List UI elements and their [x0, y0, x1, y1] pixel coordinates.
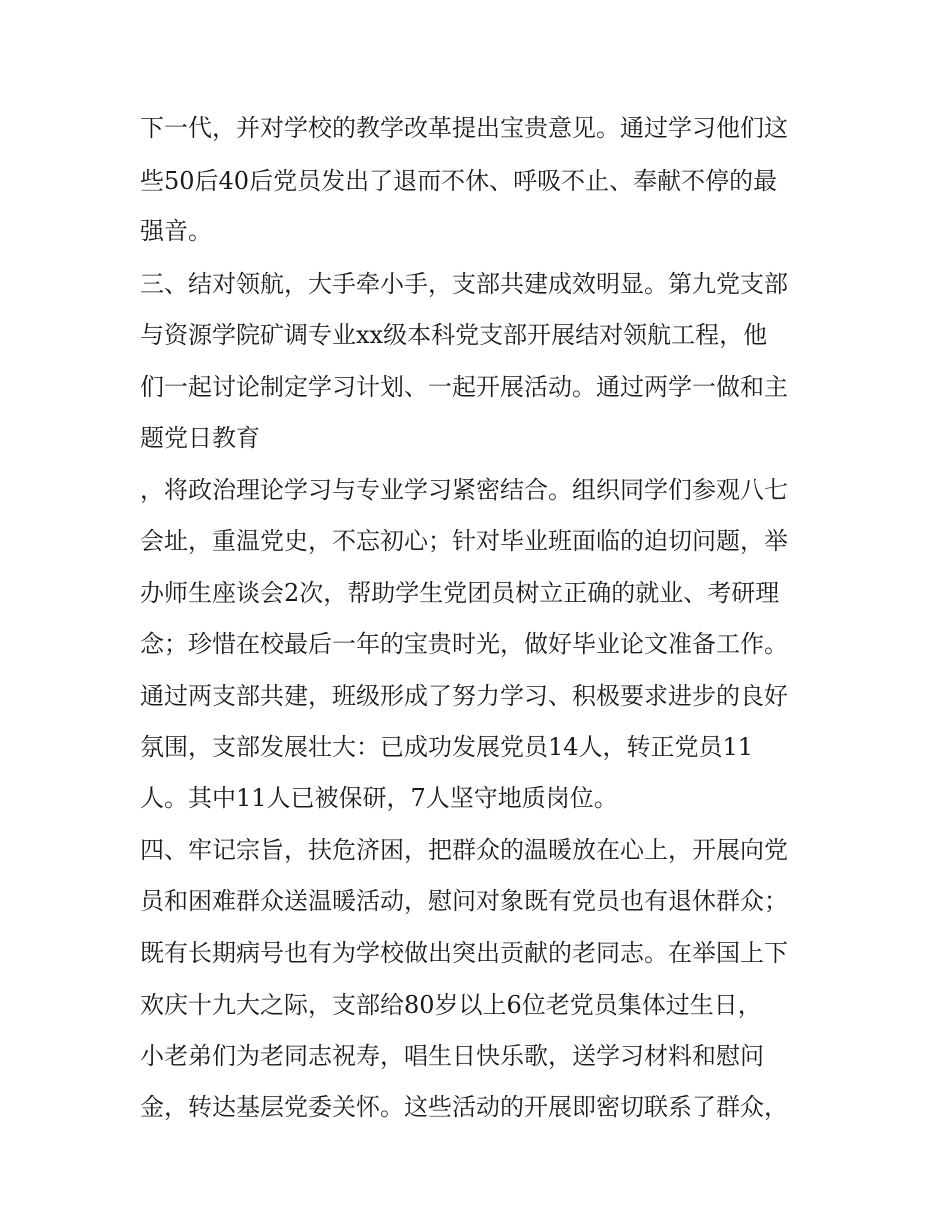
text-line: 欢庆十九大之际，支部给80岁以上6位老党员集体过生日，: [140, 991, 762, 1019]
text-line: 念；珍惜在校最后一年的宝贵时光，做好毕业论文准备工作。: [140, 630, 788, 658]
text-line: 三、结对领航，大手牵小手，支部共建成效明显。第九党支部: [140, 270, 788, 298]
text-line: ，将政治理论学习与专业学习紧密结合。组织同学们参观八七: [140, 476, 788, 504]
text-line: 四、牢记宗旨，扶危济困，把群众的温暖放在心上，开展向党: [140, 836, 788, 864]
text-line: 员和困难群众送温暖活动，慰问对象既有党员也有退休群众；: [140, 887, 788, 915]
text-line: 些50后40后党员发出了退而不休、呼吸不止、奉献不停的最: [140, 167, 778, 195]
text-line: 会址，重温党史，不忘初心；针对毕业班面临的迫切问题，举: [140, 527, 788, 555]
text-line: 办师生座谈会2次，帮助学生党团员树立正确的就业、考研理: [140, 579, 780, 607]
text-line: 下一代，并对学校的教学改革提出宝贵意见。通过学习他们这: [140, 114, 788, 142]
text-line: 强音。: [140, 217, 212, 245]
text-line: 既有长期病号也有为学校做出突出贡献的老同志。在举国上下: [140, 939, 788, 967]
text-line: 通过两支部共建，班级形成了努力学习、积极要求进步的良好: [140, 682, 788, 710]
text-line: 们一起讨论制定学习计划、一起开展活动。通过两学一做和主: [140, 373, 788, 401]
text-line: 金，转达基层党委关怀。这些活动的开展即密切联系了群众，: [140, 1093, 788, 1121]
text-line: 与资源学院矿调专业xx级本科党支部开展结对领航工程，他: [140, 321, 768, 349]
text-line: 小老弟们为老同志祝寿，唱生日快乐歌，送学习材料和慰问: [140, 1042, 764, 1070]
text-line: 人。其中11人已被保研，7人坚守地质岗位。: [140, 784, 618, 812]
text-line: 氛围，支部发展壮大：已成功发展党员14人，转正党员11: [140, 733, 754, 761]
text-line: 题党日教育: [140, 424, 260, 452]
